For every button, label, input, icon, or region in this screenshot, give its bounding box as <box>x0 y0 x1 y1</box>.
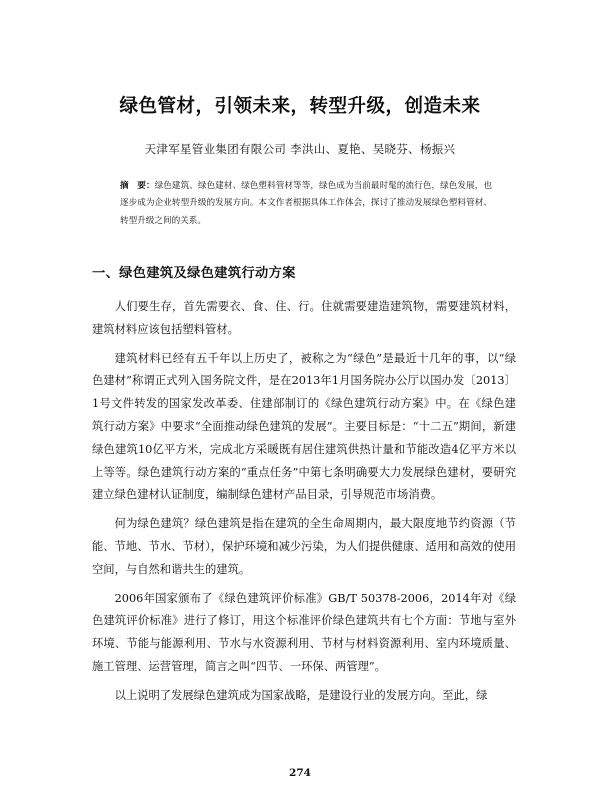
paper-title: 绿色管材，引领未来，转型升级，创造未来 <box>119 96 481 117</box>
abstract <box>120 178 492 230</box>
paragraph: 人们要生存，首先需要衣、食、住、行。住就需要建造建筑物，需要建筑材料，建筑材料应该包括塑料管材。 <box>92 300 516 336</box>
page-number: 274 <box>289 767 311 779</box>
section-heading: 一、绿色建筑及绿色建筑行动方案 <box>92 266 296 281</box>
paragraph: 建筑材料已经有五千年以上历史了，被称之为“绿色”是最近十几年的事，以“绿色建材”称谓正式列入国务院文件，是在2013年1月国务院办公厅以国办发〔2013〕1号文件转发的国家发改革委、住建部制订的《绿色建筑行动方案》中。在《绿色建筑行动方案》中要求“全面推动绿色建筑的发展”。主要目标是：“十二五”期间，新建绿色建筑10亿平方米，完成北方采暖既有居住建筑供热计量和节能改造4亿平方米以上等等。绿色建筑行动方案的“重点任务”中第七条明确要大力发展绿色建材，要研究建立绿色建材认证制度，编制绿色建材产品目录，引导规范市场消费。 <box>92 351 516 502</box>
paragraph: 2006年国家颁布了《绿色建筑评价标准》GB/T 50378-2006，2014年对《绿色建筑评价标准》进行了修订，用这个标准评价绿色建筑共有七个方面：节地与室外环境、节能与能源利用、节水与水资源利用、节材与材料资源利用、室内环境质量、施工管理、运营管理，简言之叫“四节、一环保、两管理”。 <box>92 591 516 673</box>
paragraph: 以上说明了发展绿色建筑成为国家战略，是建设行业的发展方向。至此，绿 <box>114 688 488 702</box>
abstract-label: 摘 要： <box>120 181 155 191</box>
paragraph: 何为绿色建筑？绿色建筑是指在建筑的全生命周期内，最大限度地节约资源（节能、节地、节水、节材），保护环境和减少污染，为人们提供健康、适用和高效的使用空间，与自然和谐共生的建筑。 <box>92 517 516 576</box>
author-line: 天津军星管业集团有限公司 李洪山、夏艳、吴晓芬、杨振兴 <box>144 142 456 156</box>
abstract-text: 绿色建筑、绿色建材、绿色塑料管材等等，绿色成为当前最时髦的流行色，绿色发展，也逐步成为企业转型升级的发展方向。本文作者根据具体工作体会，探讨了推动发展绿色塑料管材、转型升级之间的关系。 <box>120 181 492 226</box>
body-text <box>92 296 516 708</box>
